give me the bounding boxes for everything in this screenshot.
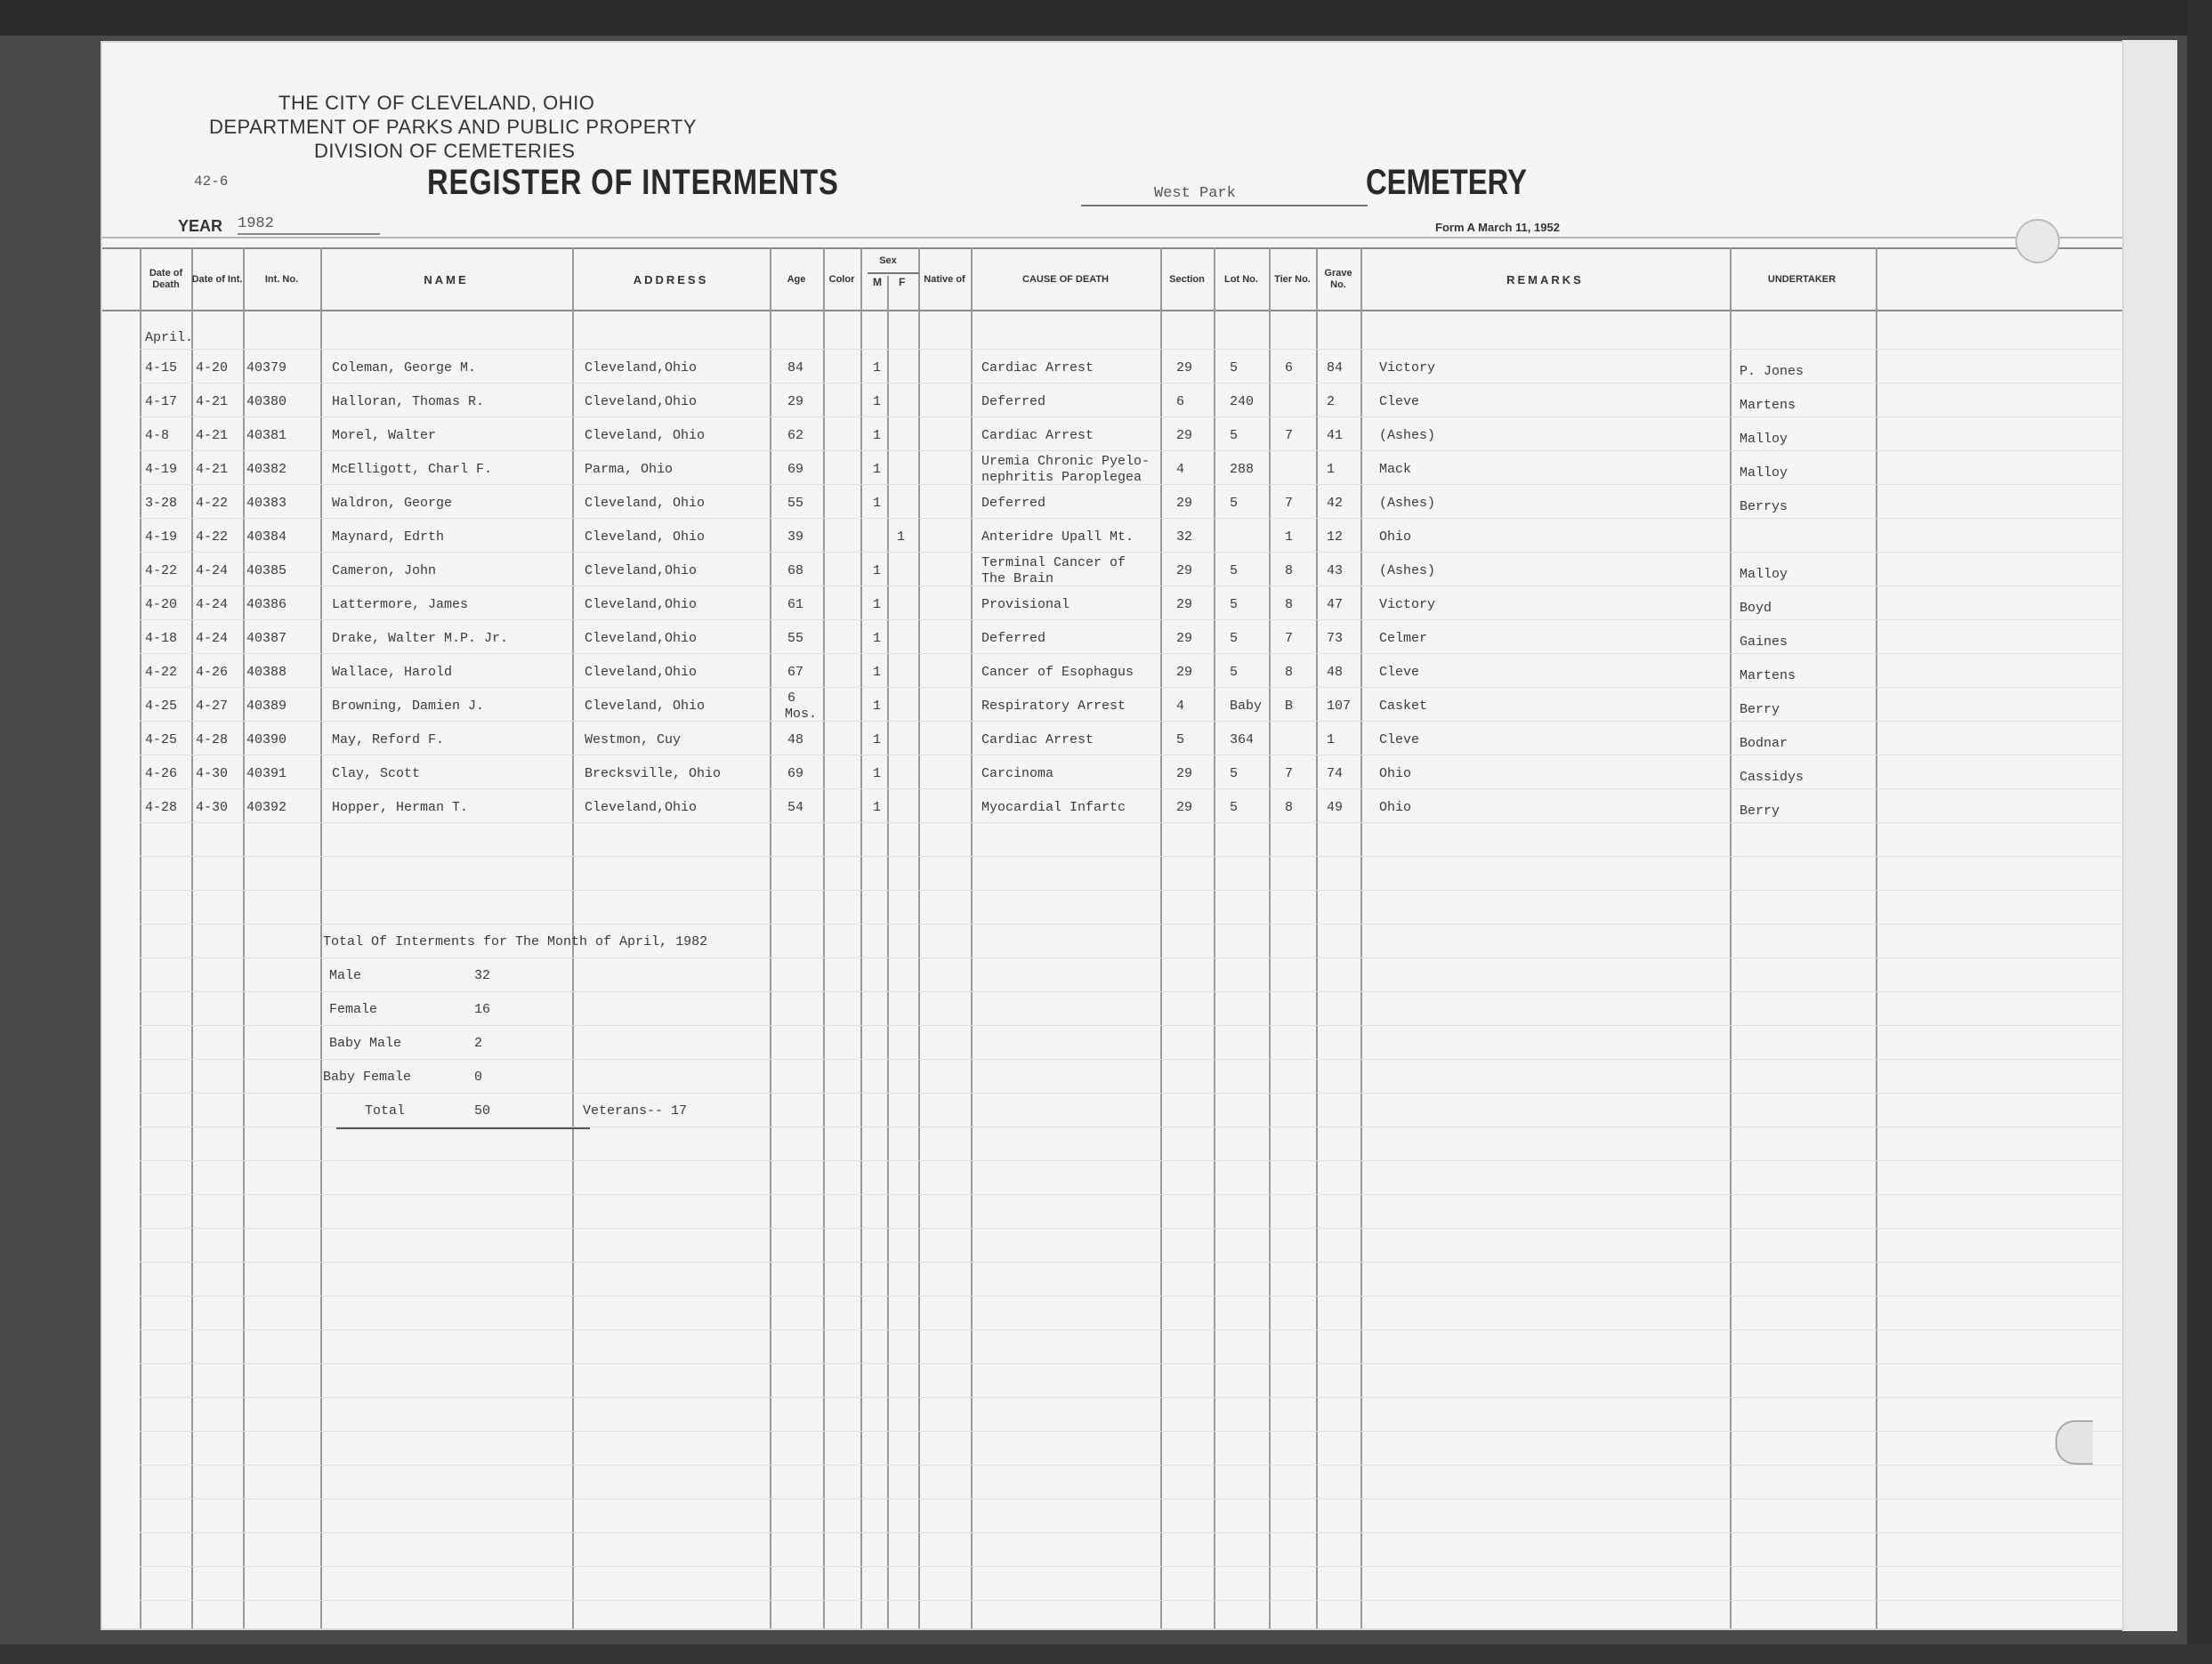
ruled-line — [140, 450, 2122, 451]
cell-date-of-death: 4-20 — [145, 597, 178, 612]
ruled-line — [140, 1160, 2122, 1161]
ruled-line — [140, 1262, 2122, 1263]
cell-undertaker: Boyd — [1740, 601, 1772, 616]
cell-grave-no: 1 — [1327, 462, 1336, 477]
cell-tier-no: 7 — [1285, 766, 1294, 781]
scan-border-right — [2187, 0, 2212, 1664]
cell-grave-no: 1 — [1327, 732, 1336, 747]
scan-border-top — [0, 0, 2212, 36]
cell-address: Cleveland,Ohio — [585, 631, 698, 646]
cell-sex-male: 1 — [873, 699, 882, 714]
cell-sex-male: 1 — [873, 563, 882, 578]
header-section: Section — [1169, 273, 1205, 285]
header-undertaker: UNDERTAKER — [1767, 273, 1837, 285]
header-grave-no: Grave No. — [1324, 268, 1352, 290]
cell-name: McElligott, Charl F. — [332, 462, 493, 477]
ruled-line — [140, 1397, 2122, 1398]
cell-date-of-int: 4-20 — [196, 360, 229, 376]
cell-sex-male: 1 — [873, 800, 882, 815]
city-heading: THE CITY OF CLEVELAND, OHIO — [279, 92, 595, 114]
cell-address: Cleveland,Ohio — [585, 360, 698, 376]
ruled-line — [140, 890, 2122, 891]
cell-section: 29 — [1176, 563, 1193, 578]
summary-female-value: 16 — [474, 1002, 491, 1017]
cemetery-name-line — [1081, 205, 1368, 206]
cell-name: Clay, Scott — [332, 766, 421, 781]
cell-date-of-int: 4-28 — [196, 732, 229, 747]
year-label: YEAR — [178, 217, 223, 235]
ruled-line — [140, 1194, 2122, 1195]
year-line — [238, 233, 380, 235]
cell-remarks: Ohio — [1379, 800, 1412, 815]
cell-sex-male: 1 — [873, 428, 882, 443]
cell-cause-of-death: Deferred — [981, 394, 1046, 409]
cell-int-no: 40379 — [246, 360, 287, 376]
cell-remarks: (Ashes) — [1379, 496, 1436, 511]
cell-date-of-int: 4-24 — [196, 563, 229, 578]
ruled-line — [140, 383, 2122, 384]
header-int-no: Int. No. — [264, 273, 299, 285]
cell-cause-of-death: Terminal Cancer of — [981, 555, 1126, 570]
cell-undertaker: Malloy — [1740, 567, 1788, 582]
cell-sex-male: 1 — [873, 496, 882, 511]
header-lot-no: Lot No. — [1224, 273, 1258, 285]
cell-age: 68 — [787, 563, 804, 578]
header-remarks: REMARKS — [1506, 272, 1584, 287]
summary-baby-male-value: 2 — [474, 1036, 483, 1051]
cell-int-no: 40389 — [246, 699, 287, 714]
cell-cause-of-death: Carcinoma — [981, 766, 1054, 781]
cell-section: 32 — [1176, 529, 1193, 545]
header-address: ADDRESS — [633, 272, 709, 287]
ruled-line — [140, 1228, 2122, 1229]
cemetery-name: West Park — [1154, 185, 1236, 202]
month-label: April. — [145, 330, 194, 345]
cell-age-unit: Mos. — [785, 707, 818, 722]
page-title: REGISTER OF INTERMENTS — [427, 163, 839, 202]
summary-male-value: 32 — [474, 968, 491, 983]
cell-section: 29 — [1176, 631, 1193, 646]
cell-remarks: Victory — [1379, 360, 1436, 376]
cell-address: Cleveland, Ohio — [585, 428, 706, 443]
cell-undertaker: Martens — [1740, 398, 1796, 413]
column-divider — [770, 247, 771, 1628]
cell-section: 29 — [1176, 766, 1193, 781]
cell-name: Wallace, Harold — [332, 665, 453, 680]
ruled-line — [140, 687, 2122, 688]
summary-baby-female-value: 0 — [474, 1070, 483, 1085]
cell-sex-male: 1 — [873, 766, 882, 781]
cell-int-no: 40380 — [246, 394, 287, 409]
cell-name: Lattermore, James — [332, 597, 469, 612]
cell-sex-male: 1 — [873, 597, 882, 612]
cell-age: 29 — [787, 394, 804, 409]
cell-remarks: Ohio — [1379, 529, 1412, 545]
header-top-rule — [102, 237, 2122, 238]
cell-address: Cleveland, Ohio — [585, 529, 706, 545]
binder-clip — [2055, 1420, 2093, 1465]
summary-veterans: Veterans-- 17 — [583, 1103, 688, 1119]
ruled-line — [140, 349, 2122, 350]
cell-lot-no: 5 — [1230, 563, 1239, 578]
cell-cause-of-death-line2: nephritis Paroplegea — [981, 470, 1142, 485]
cell-date-of-int: 4-30 — [196, 800, 229, 815]
cell-remarks: Celmer — [1379, 631, 1428, 646]
summary-male-label: Male — [329, 968, 362, 983]
cell-age: 69 — [787, 766, 804, 781]
cell-date-of-death: 4-8 — [145, 428, 170, 443]
cell-cause-of-death: Cardiac Arrest — [981, 360, 1094, 376]
cell-undertaker: Berry — [1740, 804, 1780, 819]
cell-tier-no: 8 — [1285, 597, 1294, 612]
ruled-line — [140, 1363, 2122, 1364]
cell-lot-no: Baby — [1230, 699, 1263, 714]
cell-age: 84 — [787, 360, 804, 376]
cell-undertaker: Martens — [1740, 668, 1796, 683]
cell-sex-male: 1 — [873, 360, 882, 376]
cell-section: 4 — [1176, 699, 1185, 714]
cell-lot-no: 364 — [1230, 732, 1255, 747]
cell-undertaker: Berry — [1740, 702, 1780, 717]
column-divider — [1730, 247, 1732, 1628]
cell-date-of-int: 4-27 — [196, 699, 229, 714]
register-page — [102, 43, 2122, 1628]
summary-underline — [336, 1127, 590, 1129]
cell-date-of-int: 4-24 — [196, 597, 229, 612]
cell-age: 48 — [787, 732, 804, 747]
cell-age: 55 — [787, 496, 804, 511]
cell-grave-no: 12 — [1327, 529, 1344, 545]
cell-section: 5 — [1176, 732, 1185, 747]
ruled-line — [140, 1566, 2122, 1567]
cell-section: 29 — [1176, 665, 1193, 680]
cell-address: Cleveland,Ohio — [585, 394, 698, 409]
ruled-line — [140, 856, 2122, 857]
cell-date-of-death: 4-15 — [145, 360, 178, 376]
cell-name: Hopper, Herman T. — [332, 800, 469, 815]
cell-remarks: (Ashes) — [1379, 428, 1436, 443]
cell-name: Maynard, Edrth — [332, 529, 445, 545]
cell-int-no: 40381 — [246, 428, 287, 443]
cell-age: 39 — [787, 529, 804, 545]
cell-lot-no: 5 — [1230, 766, 1239, 781]
cell-undertaker: Gaines — [1740, 634, 1788, 650]
cell-section: 4 — [1176, 462, 1185, 477]
cell-int-no: 40385 — [246, 563, 287, 578]
department-heading: DEPARTMENT OF PARKS AND PUBLIC PROPERTY — [209, 116, 698, 138]
cell-int-no: 40388 — [246, 665, 287, 680]
ruled-line — [140, 957, 2122, 958]
cell-name: May, Reford F. — [332, 732, 445, 747]
cell-date-of-int: 4-22 — [196, 496, 229, 511]
cell-date-of-int: 4-21 — [196, 394, 229, 409]
header-tier-no: Tier No. — [1274, 273, 1311, 285]
cell-date-of-death: 4-17 — [145, 394, 178, 409]
ruled-line — [140, 721, 2122, 722]
cell-cause-of-death: Cardiac Arrest — [981, 732, 1094, 747]
cell-grave-no: 74 — [1327, 766, 1344, 781]
cell-age: 69 — [787, 462, 804, 477]
cell-age: 6 — [787, 691, 796, 706]
ruled-line — [140, 1498, 2122, 1499]
cell-undertaker: P. Jones — [1740, 364, 1804, 379]
cell-date-of-int: 4-26 — [196, 665, 229, 680]
ruled-line — [140, 653, 2122, 654]
ruled-line — [140, 1465, 2122, 1466]
summary-baby-male-label: Baby Male — [329, 1036, 402, 1051]
cell-date-of-death: 4-22 — [145, 563, 178, 578]
cell-cause-of-death-line2: The Brain — [981, 571, 1054, 586]
cell-grave-no: 47 — [1327, 597, 1344, 612]
cell-age: 55 — [787, 631, 804, 646]
cell-name: Browning, Damien J. — [332, 699, 485, 714]
cell-date-of-death: 4-19 — [145, 462, 178, 477]
cell-address: Cleveland, Ohio — [585, 699, 706, 714]
cell-name: Morel, Walter — [332, 428, 437, 443]
column-divider — [1360, 247, 1362, 1628]
ruled-line — [140, 484, 2122, 485]
cell-undertaker: Cassidys — [1740, 770, 1804, 785]
sex-divider — [868, 272, 919, 274]
cell-section: 29 — [1176, 597, 1193, 612]
cell-age: 67 — [787, 665, 804, 680]
ruled-line — [140, 1093, 2122, 1094]
cell-date-of-int: 4-30 — [196, 766, 229, 781]
cell-address: Cleveland,Ohio — [585, 563, 698, 578]
cell-address: Cleveland,Ohio — [585, 665, 698, 680]
cell-int-no: 40390 — [246, 732, 287, 747]
ruled-line — [140, 822, 2122, 823]
cell-lot-no: 5 — [1230, 800, 1239, 815]
cell-grave-no: 42 — [1327, 496, 1344, 511]
cell-remarks: Casket — [1379, 699, 1428, 714]
summary-title: Total Of Interments for The Month of April, 1982 — [323, 934, 708, 949]
year-value: 1982 — [238, 215, 274, 232]
cell-cause-of-death: Myocardial Infartc — [981, 800, 1126, 815]
cell-name: Halloran, Thomas R. — [332, 394, 485, 409]
cell-date-of-int: 4-22 — [196, 529, 229, 545]
summary-total-label: Total — [365, 1103, 406, 1119]
form-number: Form A March 11, 1952 — [1435, 221, 1560, 234]
cell-date-of-death: 4-28 — [145, 800, 178, 815]
cell-lot-no: 5 — [1230, 597, 1239, 612]
cell-name: Cameron, John — [332, 563, 437, 578]
header-female: F — [899, 276, 906, 288]
cell-address: Westmon, Cuy — [585, 732, 682, 747]
cell-sex-male: 1 — [873, 665, 882, 680]
cell-tier-no: B — [1285, 699, 1294, 714]
punch-hole-top — [2015, 219, 2060, 263]
cell-date-of-death: 4-18 — [145, 631, 178, 646]
column-divider — [918, 247, 920, 1628]
ruled-line — [140, 1059, 2122, 1060]
cell-int-no: 40384 — [246, 529, 287, 545]
cell-sex-male: 1 — [873, 631, 882, 646]
cell-remarks: Cleve — [1379, 665, 1420, 680]
header-age: Age — [787, 273, 806, 285]
column-divider — [860, 247, 862, 1628]
cell-lot-no: 5 — [1230, 665, 1239, 680]
cell-lot-no: 5 — [1230, 428, 1239, 443]
summary-total-value: 50 — [474, 1103, 491, 1119]
column-divider — [320, 247, 322, 1628]
cell-grave-no: 84 — [1327, 360, 1344, 376]
cell-section: 29 — [1176, 496, 1193, 511]
cell-int-no: 40392 — [246, 800, 287, 815]
cell-date-of-int: 4-21 — [196, 462, 229, 477]
page-overhang — [2122, 40, 2177, 1631]
cell-grave-no: 48 — [1327, 665, 1344, 680]
cell-date-of-death: 4-25 — [145, 699, 178, 714]
cell-section: 29 — [1176, 360, 1193, 376]
cell-tier-no: 7 — [1285, 631, 1294, 646]
cell-cause-of-death: Anteridre Upall Mt. — [981, 529, 1134, 545]
cell-remarks: Victory — [1379, 597, 1436, 612]
register-code: 42-6 — [194, 174, 229, 190]
cell-cause-of-death: Respiratory Arrest — [981, 699, 1126, 714]
cell-lot-no: 240 — [1230, 394, 1255, 409]
cell-name: Drake, Walter M.P. Jr. — [332, 631, 509, 646]
cell-date-of-death: 4-19 — [145, 529, 178, 545]
ruled-line — [140, 991, 2122, 992]
cell-sex-male: 1 — [873, 394, 882, 409]
cell-date-of-int: 4-21 — [196, 428, 229, 443]
ruled-line — [140, 1329, 2122, 1330]
column-divider — [1269, 247, 1271, 1628]
column-divider — [243, 247, 245, 1628]
cell-grave-no: 2 — [1327, 394, 1336, 409]
cell-remarks: Mack — [1379, 462, 1412, 477]
cell-name: Waldron, George — [332, 496, 453, 511]
cell-tier-no: 6 — [1285, 360, 1294, 376]
cell-sex-male: 1 — [873, 732, 882, 747]
cell-address: Cleveland, Ohio — [585, 496, 706, 511]
cell-lot-no: 5 — [1230, 496, 1239, 511]
cell-grave-no: 43 — [1327, 563, 1344, 578]
cell-undertaker: Berrys — [1740, 499, 1788, 514]
header-native-of: Native of — [924, 273, 965, 285]
cell-cause-of-death: Cancer of Esophagus — [981, 665, 1134, 680]
cell-remarks: Ohio — [1379, 766, 1412, 781]
column-divider — [823, 247, 825, 1628]
ruled-line — [140, 924, 2122, 925]
column-divider — [1316, 247, 1318, 1628]
cell-age: 61 — [787, 597, 804, 612]
header-color: Color — [828, 273, 855, 285]
cell-tier-no: 8 — [1285, 800, 1294, 815]
header-date-of-int: Date of Int. — [191, 273, 243, 285]
cell-int-no: 40382 — [246, 462, 287, 477]
column-divider — [971, 247, 973, 1628]
cell-name: Coleman, George M. — [332, 360, 477, 376]
cell-grave-no: 49 — [1327, 800, 1344, 815]
cell-sex-female: 1 — [897, 529, 906, 545]
cell-date-of-int: 4-24 — [196, 631, 229, 646]
cell-remarks: (Ashes) — [1379, 563, 1436, 578]
cell-lot-no: 5 — [1230, 631, 1239, 646]
ruled-line — [140, 518, 2122, 519]
ruled-line — [140, 1025, 2122, 1026]
ruled-line — [140, 552, 2122, 553]
cell-lot-no: 288 — [1230, 462, 1255, 477]
column-divider — [191, 247, 193, 1628]
cell-int-no: 40387 — [246, 631, 287, 646]
cell-remarks: Cleve — [1379, 394, 1420, 409]
cell-tier-no: 1 — [1285, 529, 1294, 545]
header-male: M — [873, 276, 882, 288]
header-sex: Sex — [879, 254, 897, 266]
ruled-line — [140, 1431, 2122, 1432]
division-heading: DIVISION OF CEMETERIES — [314, 140, 576, 162]
column-divider — [1876, 247, 1877, 1628]
ruled-line — [140, 788, 2122, 789]
cell-grave-no: 107 — [1327, 699, 1352, 714]
cell-address: Brecksville, Ohio — [585, 766, 722, 781]
cell-address: Cleveland,Ohio — [585, 800, 698, 815]
cell-lot-no: 5 — [1230, 360, 1239, 376]
cell-cause-of-death: Uremia Chronic Pyelo- — [981, 454, 1150, 469]
cell-grave-no: 41 — [1327, 428, 1344, 443]
summary-baby-female-label: Baby Female — [323, 1070, 412, 1085]
cell-undertaker: Malloy — [1740, 432, 1788, 447]
column-divider — [140, 247, 141, 1628]
header-bottom-rule — [102, 310, 2122, 311]
cell-address: Parma, Ohio — [585, 462, 674, 477]
cell-date-of-death: 4-25 — [145, 732, 178, 747]
cell-age: 54 — [787, 800, 804, 815]
header-cause-of-death: CAUSE OF DEATH — [1022, 273, 1109, 285]
ruled-line — [140, 1600, 2122, 1601]
cell-section: 6 — [1176, 394, 1185, 409]
cell-grave-no: 73 — [1327, 631, 1344, 646]
summary-female-label: Female — [329, 1002, 378, 1017]
cell-tier-no: 7 — [1285, 428, 1294, 443]
cell-date-of-death: 4-26 — [145, 766, 178, 781]
cell-tier-no: 8 — [1285, 665, 1294, 680]
column-divider — [1214, 247, 1215, 1628]
scan-border-bottom — [0, 1644, 2212, 1664]
cell-int-no: 40383 — [246, 496, 287, 511]
cell-cause-of-death: Deferred — [981, 631, 1046, 646]
cell-int-no: 40391 — [246, 766, 287, 781]
cell-age: 62 — [787, 428, 804, 443]
cell-undertaker: Malloy — [1740, 465, 1788, 481]
header-name: NAME — [424, 272, 469, 287]
cell-tier-no: 7 — [1285, 496, 1294, 511]
ruled-line — [140, 1532, 2122, 1533]
cell-cause-of-death: Deferred — [981, 496, 1046, 511]
column-divider — [1160, 247, 1162, 1628]
cell-section: 29 — [1176, 428, 1193, 443]
cell-date-of-death: 3-28 — [145, 496, 178, 511]
ruled-line — [140, 619, 2122, 620]
header-date-of-death: Date of Death — [149, 268, 183, 290]
cell-int-no: 40386 — [246, 597, 287, 612]
cell-tier-no: 8 — [1285, 563, 1294, 578]
ruled-line — [140, 416, 2122, 417]
cemetery-label: CEMETERY — [1366, 163, 1528, 202]
cell-cause-of-death: Cardiac Arrest — [981, 428, 1094, 443]
cell-sex-male: 1 — [873, 462, 882, 477]
cell-address: Cleveland,Ohio — [585, 597, 698, 612]
column-divider — [887, 276, 889, 1628]
cell-date-of-death: 4-22 — [145, 665, 178, 680]
cell-undertaker: Bodnar — [1740, 736, 1788, 751]
cell-remarks: Cleve — [1379, 732, 1420, 747]
cell-section: 29 — [1176, 800, 1193, 815]
cell-cause-of-death: Provisional — [981, 597, 1070, 612]
